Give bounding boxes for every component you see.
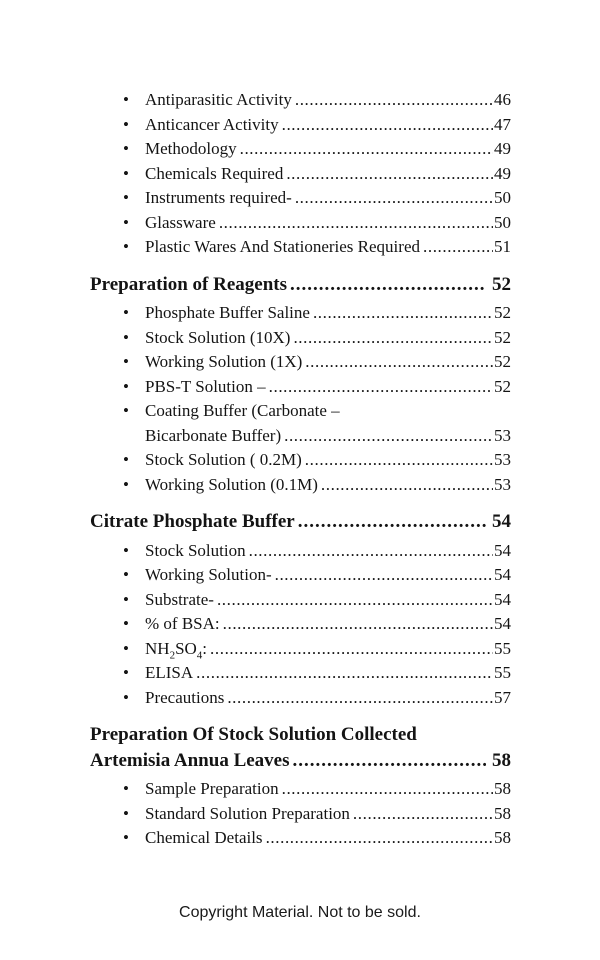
toc-heading-label: Preparation Of Stock Solution Collected [90, 724, 417, 745]
toc-entry-label: • Glassware [145, 212, 216, 232]
toc-entry [90, 350, 511, 375]
toc-entry-label: • Methodology [145, 139, 237, 158]
toc-entry-line [145, 399, 511, 424]
toc-entry-label: • Plastic Wares And Stationeries Required [145, 237, 420, 256]
toc-page-number: 46 [494, 90, 511, 109]
dot-leader [263, 826, 493, 851]
table-of-contents [90, 88, 511, 851]
toc-entry-label: • % of BSA: [145, 614, 220, 633]
toc-page-number: 53 [494, 474, 511, 494]
toc-page-number: 52 [494, 303, 511, 322]
toc-entry [90, 186, 511, 211]
subscript-text: 2 [169, 648, 176, 661]
dot-leader [220, 612, 493, 637]
toc-entry [90, 137, 511, 162]
toc-entry-label: • Antiparasitic Activity [145, 90, 292, 109]
toc-page-number: 53 [494, 450, 511, 469]
toc-entry-label: • Working Solution (0.1M) [145, 474, 318, 494]
toc-entry-label: • Stock Solution ( 0.2M) [145, 450, 302, 469]
toc-page-number: 54 [494, 565, 511, 584]
toc-entry [90, 301, 511, 326]
toc-entry-label: Bicarbonate Buffer) [145, 425, 282, 445]
toc-entry [90, 162, 511, 187]
dot-leader [292, 186, 493, 211]
toc-entry-label-part: SO [175, 638, 197, 658]
toc-heading-label: Preparation of Reagents [90, 273, 288, 295]
toc-page-number: 54 [494, 540, 511, 560]
toc-group [90, 272, 511, 498]
dot-leader [246, 539, 493, 564]
toc-entry-label: Coating Buffer (Carbonate – [145, 401, 340, 420]
toc-entry-label: • ELISA [145, 663, 194, 682]
toc-page-number: 49 [494, 139, 511, 158]
toc-entry-label: • Precautions [145, 687, 225, 707]
toc-entry [90, 88, 511, 113]
dot-leader [350, 802, 493, 827]
dot-leader [287, 272, 486, 298]
toc-page-number: 55 [494, 638, 511, 658]
toc-page-number: 54 [492, 511, 511, 532]
toc-page-number: 52 [494, 352, 511, 371]
toc-page-number: 57 [494, 687, 511, 707]
toc-entry [90, 399, 511, 448]
dot-leader [292, 88, 493, 113]
toc-entry [90, 113, 511, 138]
toc-entry [90, 612, 511, 637]
toc-entry [90, 661, 511, 686]
toc-entry-label: • Sample Preparation [145, 779, 279, 798]
toc-page-number: 55 [494, 663, 511, 682]
dot-leader [207, 637, 493, 662]
toc-entry-label: • Anticancer Activity [145, 114, 279, 134]
toc-entry [90, 563, 511, 588]
copyright-footer: Copyright Material. Not to be sold. [179, 904, 421, 921]
dot-leader [318, 473, 493, 498]
toc-entry-label: • Chemical Details [145, 828, 263, 847]
toc-entry [90, 211, 511, 236]
toc-entry-label-part: : [202, 638, 208, 658]
toc-page-number: 53 [494, 425, 511, 445]
toc-entry-label: • Standard Solution Preparation [145, 803, 350, 823]
toc-heading [90, 272, 511, 298]
toc-entry [90, 235, 511, 260]
toc-page-number: 52 [494, 376, 511, 396]
toc-entry [90, 326, 511, 351]
dot-leader [281, 424, 493, 449]
toc-entry [90, 686, 511, 711]
toc-entry-label: • Stock Solution [145, 540, 246, 560]
dot-leader [279, 113, 493, 138]
toc-entry-label: • Chemicals Required [145, 163, 284, 183]
dot-leader [272, 563, 493, 588]
toc-heading-line [90, 722, 511, 748]
dot-leader [279, 777, 493, 802]
toc-entry-label: • PBS-T Solution – [145, 376, 266, 396]
toc-entry [90, 802, 511, 827]
dot-leader [214, 588, 493, 613]
toc-page-number: 49 [494, 163, 511, 183]
dot-leader [290, 748, 487, 774]
toc-entry [90, 473, 511, 498]
toc-entry-label: • Phosphate Buffer Saline [145, 303, 310, 322]
toc-page-number: 51 [494, 237, 511, 256]
toc-page-number: 50 [494, 188, 511, 207]
toc-entry [90, 375, 511, 400]
dot-leader [193, 661, 493, 686]
toc-entry [90, 777, 511, 802]
dot-leader [216, 211, 493, 236]
toc-page-number: 52 [492, 273, 511, 295]
subscript-text: 4 [196, 648, 203, 661]
toc-page-number: 52 [494, 327, 511, 347]
toc-heading-label: Artemisia Annua Leaves [90, 749, 290, 771]
toc-entry-label [145, 637, 207, 662]
toc-heading-line [90, 748, 511, 774]
toc-page-number: 58 [492, 749, 511, 771]
toc-entry [90, 588, 511, 613]
toc-entry-label: • Working Solution (1X) [145, 352, 303, 371]
toc-entry-label: • Working Solution- [145, 565, 272, 584]
dot-leader [237, 137, 493, 162]
toc-entry-label-part: NH [145, 638, 170, 658]
toc-page-number: 50 [494, 212, 511, 232]
dot-leader [302, 350, 493, 375]
toc-entry-label: • Stock Solution (10X) [145, 327, 291, 347]
dot-leader [266, 375, 493, 400]
toc-heading [90, 509, 511, 535]
dot-leader [420, 235, 493, 260]
dot-leader [295, 509, 486, 535]
toc-page-number: 47 [494, 114, 511, 134]
dot-leader [224, 686, 493, 711]
toc-page-number: 58 [494, 828, 511, 847]
toc-entry-line [145, 424, 511, 449]
toc-heading [90, 722, 511, 773]
toc-entry [90, 637, 511, 662]
toc-entry [90, 826, 511, 851]
dot-leader [290, 326, 493, 351]
toc-group [90, 88, 511, 260]
dot-leader [283, 162, 493, 187]
toc-entry-label: • Substrate- [145, 589, 214, 609]
toc-page-number: 58 [494, 779, 511, 798]
toc-entry [90, 539, 511, 564]
toc-group [90, 722, 511, 851]
toc-entry-label: • Instruments required- [145, 188, 292, 207]
toc-group [90, 509, 511, 710]
toc-entry [90, 448, 511, 473]
dot-leader [302, 448, 493, 473]
toc-page-number: 58 [494, 803, 511, 823]
toc-heading-label: Citrate Phosphate Buffer [90, 511, 295, 532]
toc-page-number: 54 [494, 614, 511, 633]
toc-page-number: 54 [494, 589, 511, 609]
dot-leader [310, 301, 493, 326]
